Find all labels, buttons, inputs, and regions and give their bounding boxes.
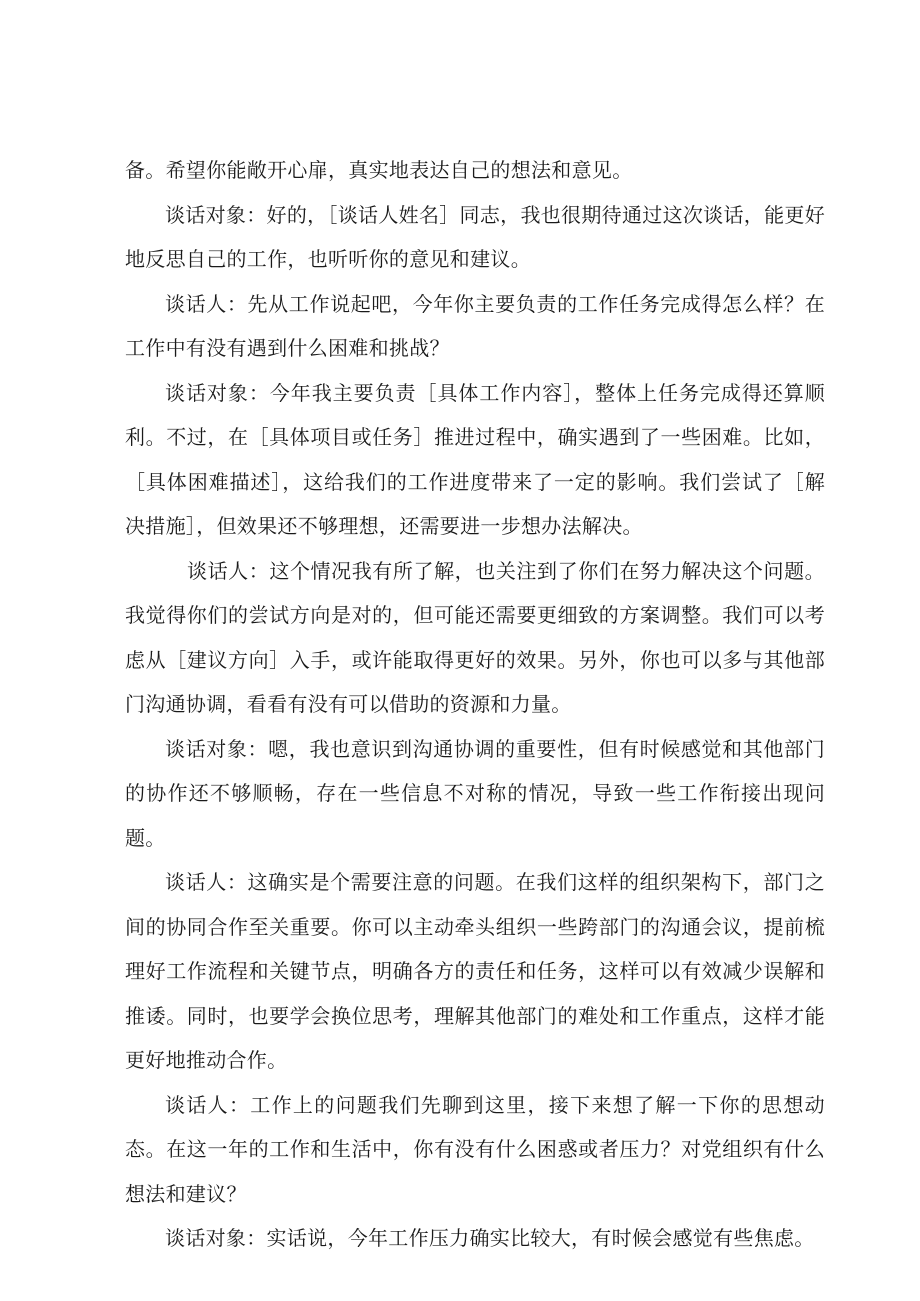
paragraph-subject-reply-4: 谈话对象：实话说，今年工作压力确实比较大，有时候会感觉有些焦虑。: [165, 1226, 815, 1250]
paragraph-talker-question-1: 谈话人：先从工作说起吧，今年你主要负责的工作任务完成得怎么样？在工作中有没有遇到什么困难和挑战？: [125, 291, 825, 360]
paragraph-talker-reply-2: 谈话人：这个情况我有所了解，也关注到了你们在努力解决这个问题。我觉得你们的尝试方向是对的，但可能还需要更细致的方案调整。我们可以考虑从［建议方向］入手，或许能取得更好的效果。另外，你也可以多与其他部门沟通协调，看看有没有可以借助的资源和力量。: [125, 558, 825, 716]
paragraph-continuation: 备。希望你能敞开心扉，真实地表达自己的想法和意见。: [125, 158, 633, 182]
paragraph-subject-reply-1: 谈话对象：好的，［谈话人姓名］同志，我也很期待通过这次谈话，能更好地反思自己的工作，也听听你的意见和建议。: [125, 202, 825, 271]
paragraph-subject-reply-2: 谈话对象：今年我主要负责［具体工作内容］，整体上任务完成得还算顺利。不过，在［具体项目或任务］推进过程中，确实遇到了一些困难。比如，［具体困难描述］，这给我们的工作进度带来了一定的影响。我们尝试了［解决措施］，但效果还不够理想，还需要进一步想办法解决。: [125, 380, 825, 538]
document-body: [125, 148, 825, 1261]
paragraph-talker-reply-3: 谈话人：这确实是个需要注意的问题。在我们这样的组织架构下，部门之间的协同合作至关重要。你可以主动牵头组织一些跨部门的沟通会议，提前梳理好工作流程和关键节点，明确各方的责任和任务，这样可以有效减少误解和推诿。同时，也要学会换位思考，理解其他部门的难处和工作重点，这样才能更好地推动合作。: [125, 870, 825, 1072]
paragraph-talker-question-2: 谈话人：工作上的问题我们先聊到这里，接下来想了解一下你的思想动态。在这一年的工作和生活中，你有没有什么困惑或者压力？对党组织有什么想法和建议？: [125, 1092, 825, 1206]
paragraph-subject-reply-3: 谈话对象：嗯，我也意识到沟通协调的重要性，但有时候感觉和其他部门的协作还不够顺畅，存在一些信息不对称的情况，导致一些工作衔接出现问题。: [125, 736, 825, 850]
